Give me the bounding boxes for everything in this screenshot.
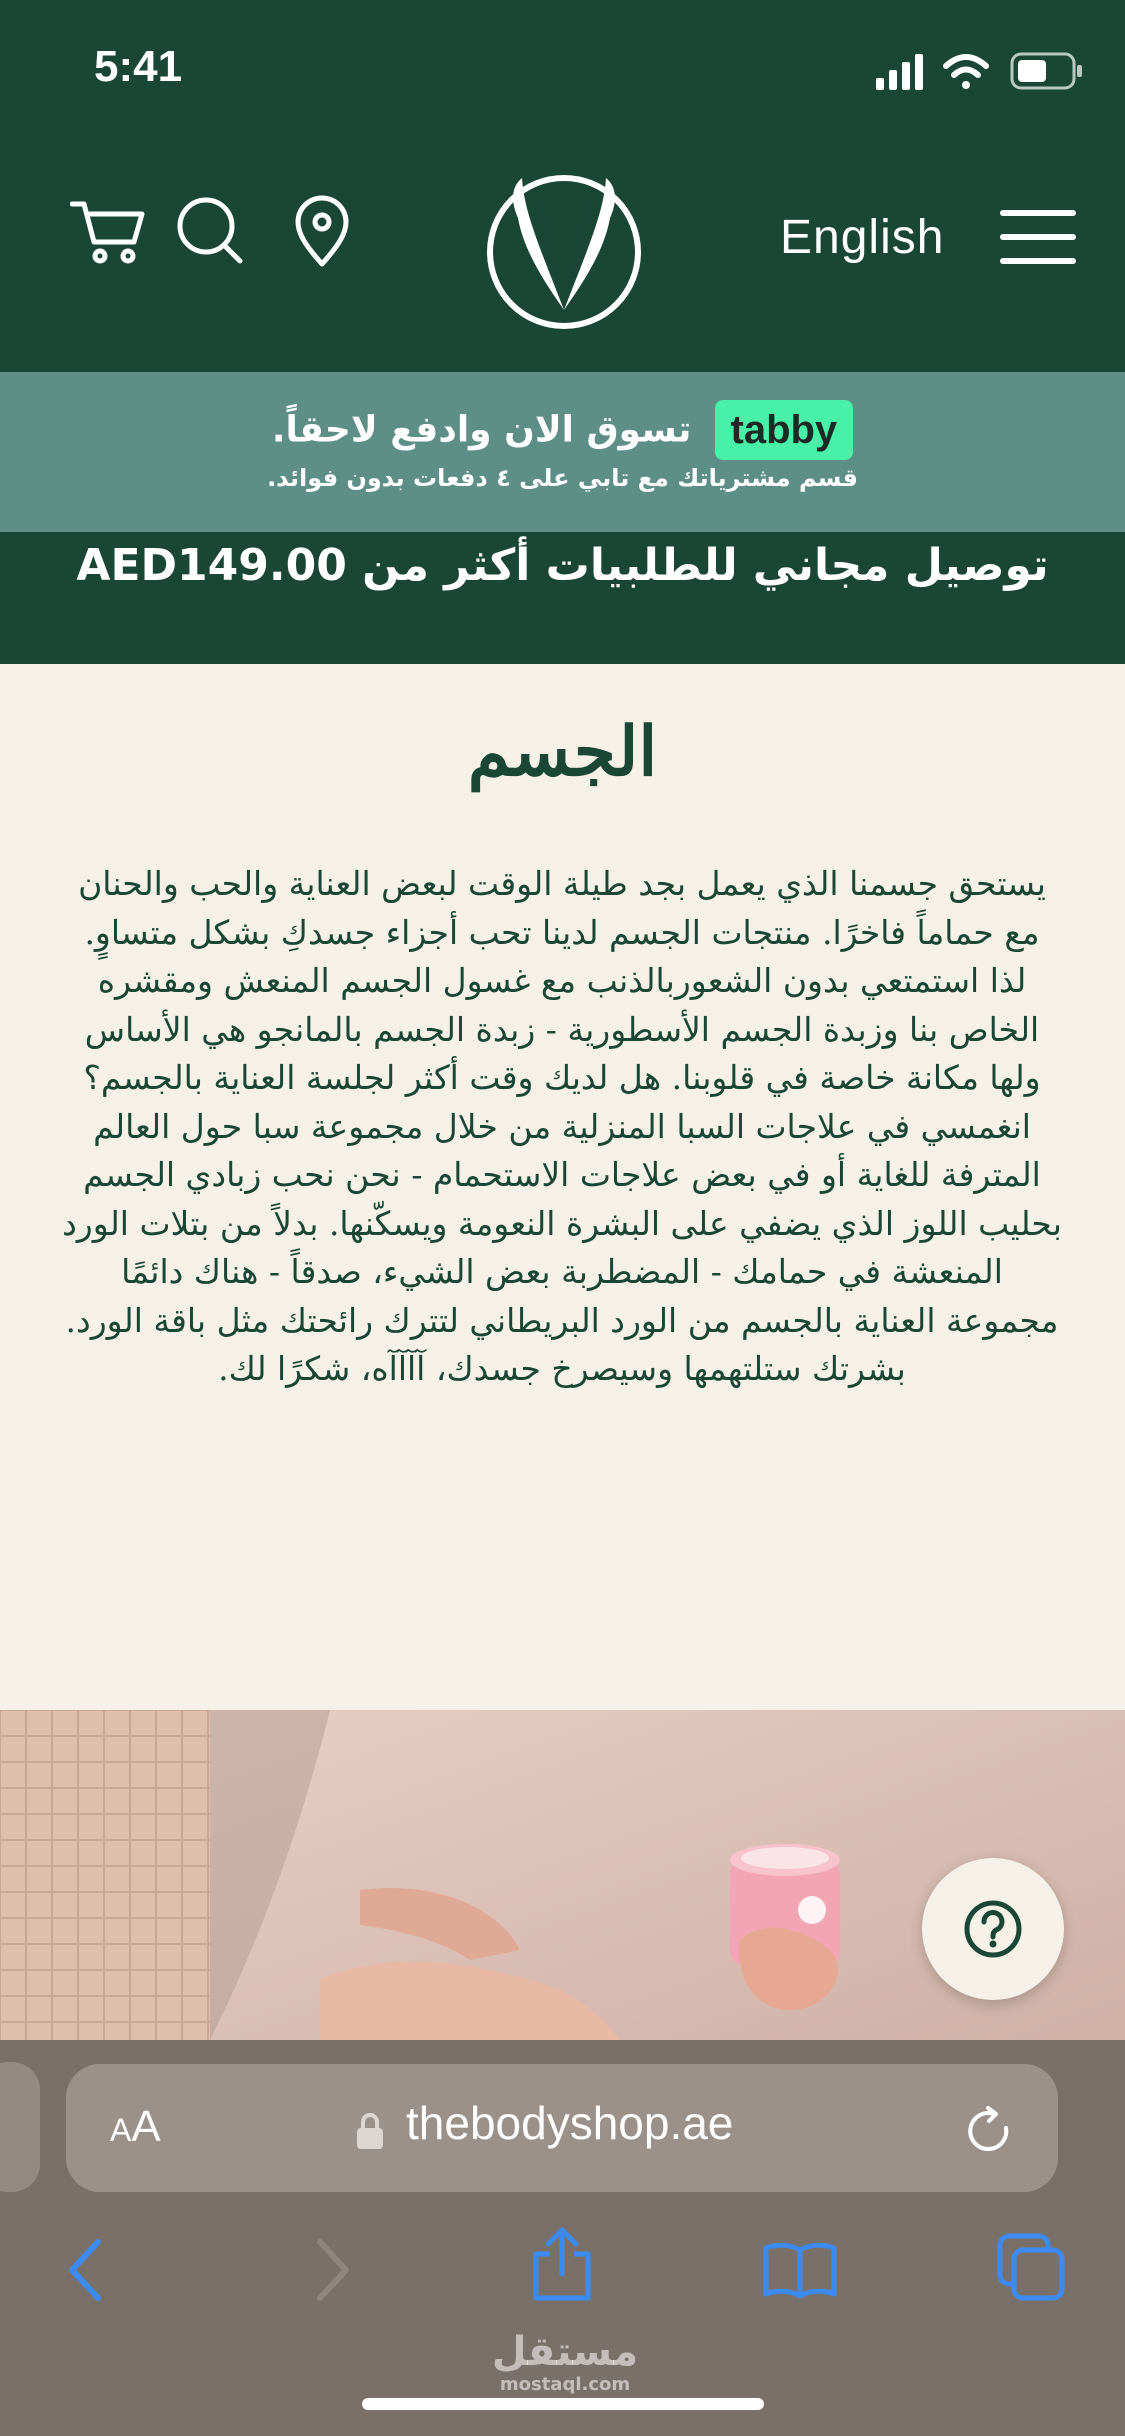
tabs-icon[interactable] (996, 2232, 1068, 2304)
bookmarks-icon[interactable] (762, 2240, 838, 2300)
help-icon (962, 1898, 1024, 1960)
aa-small-letter: A (110, 2112, 132, 2148)
watermark (490, 2330, 640, 2395)
forward-icon[interactable] (312, 2238, 352, 2302)
status-time: 5:41 (94, 42, 183, 91)
status-icons (876, 48, 1086, 94)
brand-logo[interactable] (484, 172, 644, 332)
tabby-banner[interactable] (0, 372, 1125, 532)
url-text[interactable]: thebodyshop.ae (406, 2097, 734, 2149)
reload-icon[interactable] (966, 2106, 1014, 2158)
page-title: الجسم (467, 712, 658, 792)
share-icon[interactable] (530, 2226, 594, 2302)
cart-icon[interactable] (72, 204, 142, 261)
aa-large-letter: A (131, 2102, 161, 2151)
nav-icons (70, 190, 380, 274)
tabby-logo: tabby (715, 400, 854, 460)
back-icon[interactable] (66, 2238, 106, 2302)
site-header (0, 0, 1125, 372)
help-button[interactable] (922, 1858, 1064, 2000)
previous-tab-peek[interactable] (0, 2062, 40, 2192)
tabby-headline-text: تسوق الان وادفع لاحقاً. (271, 409, 692, 451)
free-shipping-text: توصيل مجاني للطلبيات أكثر من AED149.00 (76, 540, 1049, 591)
lock-icon (356, 2112, 384, 2150)
watermark-arabic: مستقل (491, 2329, 639, 2375)
signal-icon (876, 54, 923, 90)
tabby-headline (0, 400, 1125, 460)
free-shipping-banner (0, 532, 1125, 664)
reader-aa-button[interactable] (110, 2102, 161, 2152)
category-description: يستحق جسمنا الذي يعمل بجد طيلة الوقت لبعض العناية والحب والحنان مع حماماً فاخرًا. منتجات الجسم لدينا تحب أجزاء جسدكِ بشكل متساوٍ. لذا استمتعي بدون الشعوربالذنب مع غسول الجسم المنعش ومقشره الخاص بنا وزبدة الجسم الأسطورية - زبدة الجسم بالمانجو هي الأساس ولها مكانة خاصة في قلوبنا. هل لديك وقت أكثر لجلسة العناية بالجسم؟ انغمسي في علاجات السبا المنزلية من خلال مجموعة سبا حول العالم المترفة للغاية أو في بعض علاجات الاستحمام - نحن نحب زبادي الجسم بحليب اللوز الذي يضفي على البشرة النعومة ويسكّنها. بدلاً من بتلات الورد المنعشة في حمامك - المضطربة بعض الشيء، صدقاً - هناك دائمًا مجموعة العناية بالجسم من الورد البريطاني لتترك رائحتك مثل باقة الورد. بشرتك ستلتهمها وسيصرخ جسدك، آآآآه، شكرًا لك. (62, 864, 1062, 1388)
home-indicator[interactable] (362, 2398, 764, 2410)
search-icon[interactable] (180, 200, 240, 261)
tabby-subline: قسم مشترياتك مع تابي على ٤ دفعات بدون فوائد. (267, 464, 858, 492)
location-pin-icon[interactable] (298, 198, 346, 264)
wifi-icon (946, 57, 986, 89)
battery-icon (1012, 54, 1082, 88)
watermark-latin: mostaql.com (499, 2374, 631, 2395)
language-switch-button[interactable]: English (780, 211, 945, 264)
menu-icon[interactable] (1000, 208, 1076, 266)
